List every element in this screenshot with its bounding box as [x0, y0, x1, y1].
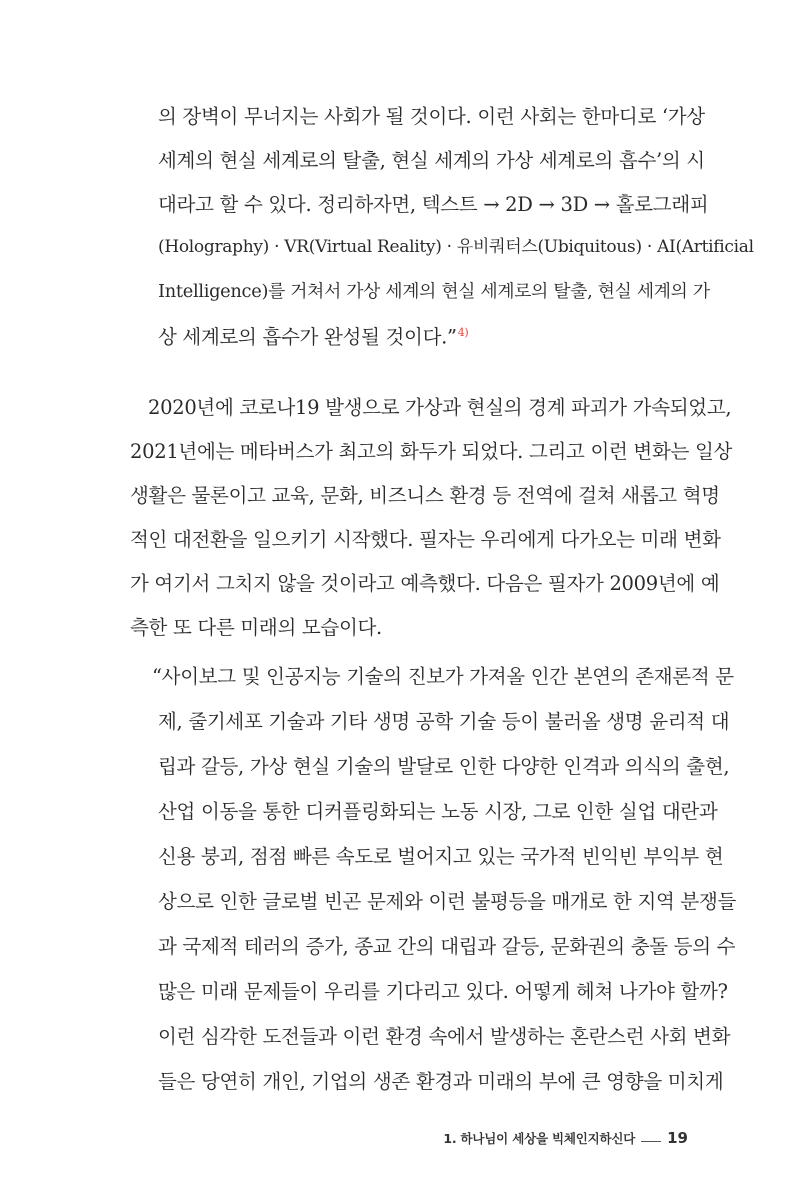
quote1-line: 의 장벽이 무너지는 사회가 될 것이다. 이런 사회는 한마디로 ‘가상: [158, 105, 705, 128]
body-line: 측한 또 다른 미래의 모습이다.: [130, 616, 382, 639]
quote1-last-line: [158, 327, 468, 347]
quote2-line: 산업 이동을 통한 디커플링화되는 노동 시장, 그로 인한 실업 대란과: [158, 800, 718, 823]
body-line: 가 여기서 그치지 않을 것이라고 예측했다. 다음은 필자가 2009년에 예: [130, 572, 720, 595]
quote2-line: 상으로 인한 글로벌 빈곤 문제와 이런 불평등을 매개로 한 지역 분쟁들: [158, 890, 737, 913]
body-line: 2021년에는 메타버스가 최고의 화두가 되었다. 그리고 이런 변화는 일상: [130, 440, 733, 463]
quote2-line: 이런 심각한 도전들과 이런 환경 속에서 발생하는 혼란스런 사회 변화: [158, 1025, 731, 1048]
quote2-line: “사이보그 및 인공지능 기술의 진보가 가져올 인간 본연의 존재론적 문: [152, 665, 734, 688]
quote2-line: 들은 당연히 개인, 기업의 생존 환경과 미래의 부에 큰 영향을 미치게: [158, 1070, 724, 1093]
quote1-line: 대라고 할 수 있다. 정리하자면, 텍스트 → 2D → 3D → 홀로그래피: [158, 193, 709, 216]
quote1-line: Intelligence)를 거쳐서 가상 세계의 현실 세계로의 탈출, 현실 세계의 가: [158, 281, 710, 302]
page-number: 19: [667, 1129, 688, 1147]
quote2-line: 신용 붕괴, 점점 빠른 속도로 벌어지고 있는 국가적 빈익빈 부익부 현: [158, 845, 724, 868]
quote2-line: 과 국제적 테러의 증가, 종교 간의 대립과 갈등, 문화권의 충돌 등의 수: [158, 935, 736, 958]
quote2-line: 립과 갈등, 가상 현실 기술의 발달로 인한 다양한 인격과 의식의 출현,: [158, 755, 730, 778]
footer-rule: [641, 1141, 661, 1142]
body-line: 생활은 물론이고 교육, 문화, 비즈니스 환경 등 전역에 걸쳐 새롭고 혁명: [130, 484, 720, 507]
quote2-line: 많은 미래 문제들이 우리를 기다리고 있다. 어떻게 헤쳐 나가야 할까?: [158, 980, 728, 1003]
body-line: 2020년에 코로나19 발생으로 가상과 현실의 경계 파괴가 가속되었고,: [148, 396, 732, 419]
footnote-marker: 4): [457, 326, 469, 339]
quote1-line: 세계의 현실 세계로의 탈출, 현실 세계의 가상 세계로의 흡수’의 시: [158, 149, 705, 172]
quote1-line: 상 세계로의 흡수가 완성될 것이다.”: [158, 325, 457, 349]
body-line: 적인 대전환을 일으키기 시작했다. 필자는 우리에게 다가오는 미래 변화: [130, 528, 721, 551]
page-footer: [0, 1128, 688, 1147]
quote1-line: (Holography) · VR(Virtual Reality) · 유비쿼터스(Ubiquitous) · AI(Artificial: [158, 237, 754, 257]
quote2-line: 제, 줄기세포 기술과 기타 생명 공학 기술 등이 불러올 생명 윤리적 대: [158, 710, 730, 733]
chapter-title: 1. 하나님이 세상을 빅체인지하신다: [443, 1131, 636, 1146]
